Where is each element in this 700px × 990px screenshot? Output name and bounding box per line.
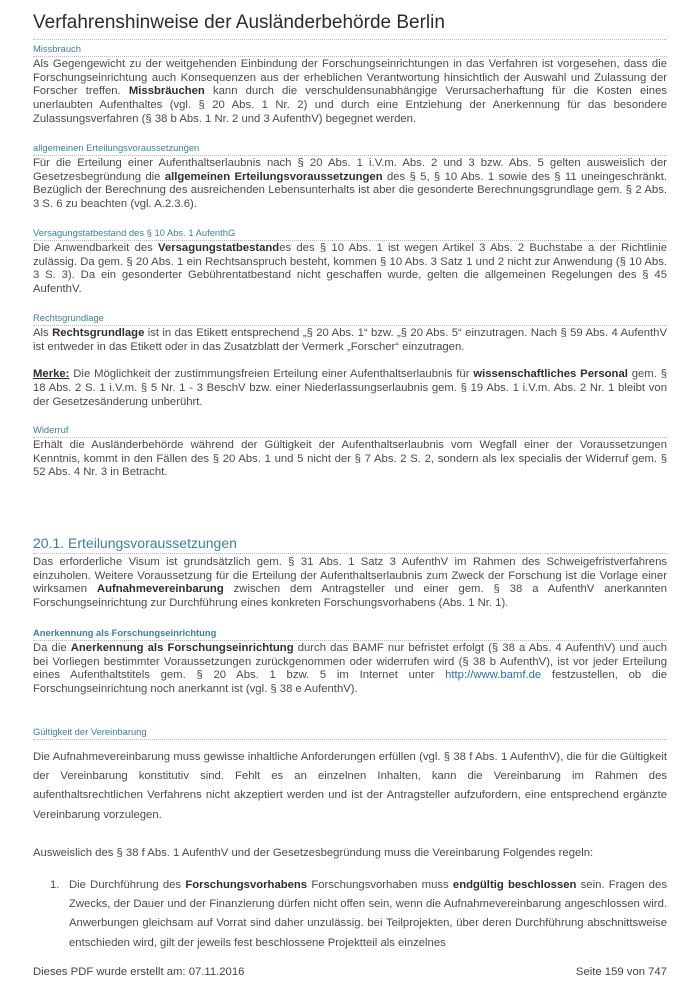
section-text: Für die Erteilung einer Aufenthaltserlaubnis nach § 20 Abs. 1 i.V.m. Abs. 2 und 3 bzw. Abs. 5 gelten ausweislich der Gesetzesbegründung die allgemeinen Erteilungsvoraussetzungen des § 5, § 10 Abs. 1 sowie des § 11 uneingeschränkt. Bezüglich der Berechnung des ausreichenden Lebensunterhalts ist aber die gesonderte Berechnungsgrundlage gem. § 2 Abs. 3 S. 6 zu beachten (vgl. A.2.3.6). [33,157,667,211]
section-text: Die Anwendbarkeit des Versagungstatbestandes des § 10 Abs. 1 ist wegen Artikel 3 Abs. 2 Buchstabe a der Richtlinie zulässig. Da gem. § 20 Abs. 1 ein Rechtsanspruch besteht, kommen § 10 Abs. 3 Satz 1 und 2 nicht zur Anwendung (§ 10 Abs. 3 S. 3). Da ein gesonderter Gebührentatbestand nicht geschaffen wurde, gelten die allgemeinen Regelungen des § 45 AufenthV. [33,242,667,296]
section-intro: Ausweislich des § 38 f Abs. 1 AufenthV und der Gesetzesbegründung muss die Vereinbarung Folgendes regeln: [33,846,594,859]
footer-page-number: Seite 159 von 747 [575,966,667,978]
merke-note: Merke: Die Möglichkeit der zustimmungsfreien Erteilung einer Aufenthaltserlaubnis für wissenschaftliches Personal gem. § 18 Abs. 2 S. 1 i.V.m. § 5 Nr. 1 - 3 BeschV bzw. einer Niederlassungserlaubnis gem. § 19 Abs. 1 i.V.m. Abs. 2 Nr. 1 bleibt von der Gesetzesänderung unberührt. [33,368,667,408]
section-text: Das erforderliche Visum ist grundsätzlich gem. § 31 Abs. 1 Satz 3 AufenthV im Rahmen des Schweigefristverfahrens einzuholen. Weitere Voraussetzung für die Erteilung der Aufenthaltserlaubnis zum Zweck der Forschung ist die Vorlage einer wirksamen Aufnahmevereinbarung zwischen dem Antragsteller und einer gem. § 38 a AufenthV anerkannten Forschungseinrichtung zur Durchführung eines konkreten Forschungsvorhabens (Abs. 1 Nr. 1). [33,556,668,610]
section-text: Da die Anerkennung als Forschungseinrichtung durch das BAMF nur befristet erfolgt (§ 38 a Abs. 4 AufenthV) und auch bei Vorliegen bestimmter Voraussetzungen zurückgenommen oder widerrufen wird (§ 38 b AufenthV), ist vor jeder Erteilung eines Aufenthaltstitels gem. § 20 Abs. 1 bzw. 5 im Internet unter http://www.bamf.de festzustellen, ob die Forschungseinrichtung noch anerkannt ist (vgl. § 38 e AufenthV). [33,642,667,696]
bamf-link[interactable]: http://www.bamf.de [445,669,542,682]
section-text: Erhält die Ausländerbehörde während der Gültigkeit der Aufenthaltserlaubnis vom Wegfall einer der Voraussetzungen Kenntnis, kommt in den Fällen des § 20 Abs. 1 und 5 nicht der § 7 Abs. 2 S. 2, sondern als lex specialis der Widerruf gem. § 52 Abs. 4 Nr. 3 in Betracht. [33,439,667,479]
requirements-list [33,876,667,953]
section-label: Missbrauch [33,42,667,57]
section-missbrauch [33,42,667,127]
list-item-number: 1. [50,879,60,892]
section-text: Als Gegengewicht zu der weitgehenden Einbindung der Forschungseinrichtungen in das Verfahren ist vorgesehen, dass die Forschungseinrichtung auch Konsequenzen aus der erheblichen Verantwortung hinsichtlich der Auswahl und Zulassung der Forscher treffen. Missbräuchen kann durch die verschuldensunabhängige Verursacherhaftung für die Kosten eines unerlaubten Aufenthaltes (vgl. § 20 Abs. 1 Nr. 2) und durch eine Entziehung der Anerkennung für das besondere Zulassungsverfahren (§ 38 b Abs. 1 Nr. 2 und 3 AufenthV) begegnet werden. [33,58,668,125]
section-versagungstatbestand [33,226,667,297]
list-item: 1. Die Durchführung des Forschungsvorhabens Forschungsvorhaben muss endgültig beschlossen sein. Fragen des Zwecks, der Dauer und der Finanzierung dürfen nicht offen sein, wenn die Aufnahmevereinbarung angeschlossen wird. Anwerbungen gleichsam auf Vorrat sind daher unzulässig. bei Teilprojekten, über deren Durchführung abschnittsweise entschieden wird, gilt der jeweils fest beschlossene Projektteil als einzelnes [33,876,667,953]
section-widerruf [33,423,667,480]
section-text: Die Aufnahmevereinbarung muss gewisse inhaltliche Anforderungen erfüllen (vgl. § 38 f Abs. 1 AufenthV), die für die Gültigkeit der Vereinbarung konstitutiv sind. Fehlt es an einzelnen Inhalten, kann die Vereinbarung im Rahmen des aufenthaltsrechtlichen Verfahrens nicht akzeptiert werden und ist der Antragsteller aufzufordern, eine entsprechend ergänzte Vereinbarung vorzulegen. [33,751,667,821]
section-anerkennung [33,626,667,697]
section-gueltigkeit [33,725,667,953]
section-label: Rechtsgrundlage [33,311,667,326]
section-erteilungsvoraussetzungen [33,556,667,611]
section-label: Anerkennung als Forschungseinrichtung [33,626,667,641]
section-label: Versagungstatbestand des § 10 Abs. 1 AufenthG [33,226,667,241]
section-rechtsgrundlage [33,311,667,410]
section-label: Widerruf [33,423,667,438]
section-text: Als Rechtsgrundlage ist in das Etikett entsprechend „§ 20 Abs. 1“ bzw. „§ 20 Abs. 5“ einzutragen. Nach § 59 Abs. 4 AufenthV ist entweder in das Etikett oder in das Zusatzblatt der Vermerk „Forscher“ einzutragen. [33,327,667,353]
section-allgemeine-erteilungsvoraussetzungen [33,141,667,212]
section-label: allgemeinen Erteilungsvoraussetzungen [33,141,667,156]
section-heading-20-1: 20.1. Erteilungsvoraussetzungen [33,535,667,554]
footer-created-date: Dieses PDF wurde erstellt am: 07.11.2016 [33,966,245,978]
document-title: Verfahrenshinweise der Ausländerbehörde Berlin [33,12,667,40]
section-label: Gültigkeit der Vereinbarung [33,725,667,740]
